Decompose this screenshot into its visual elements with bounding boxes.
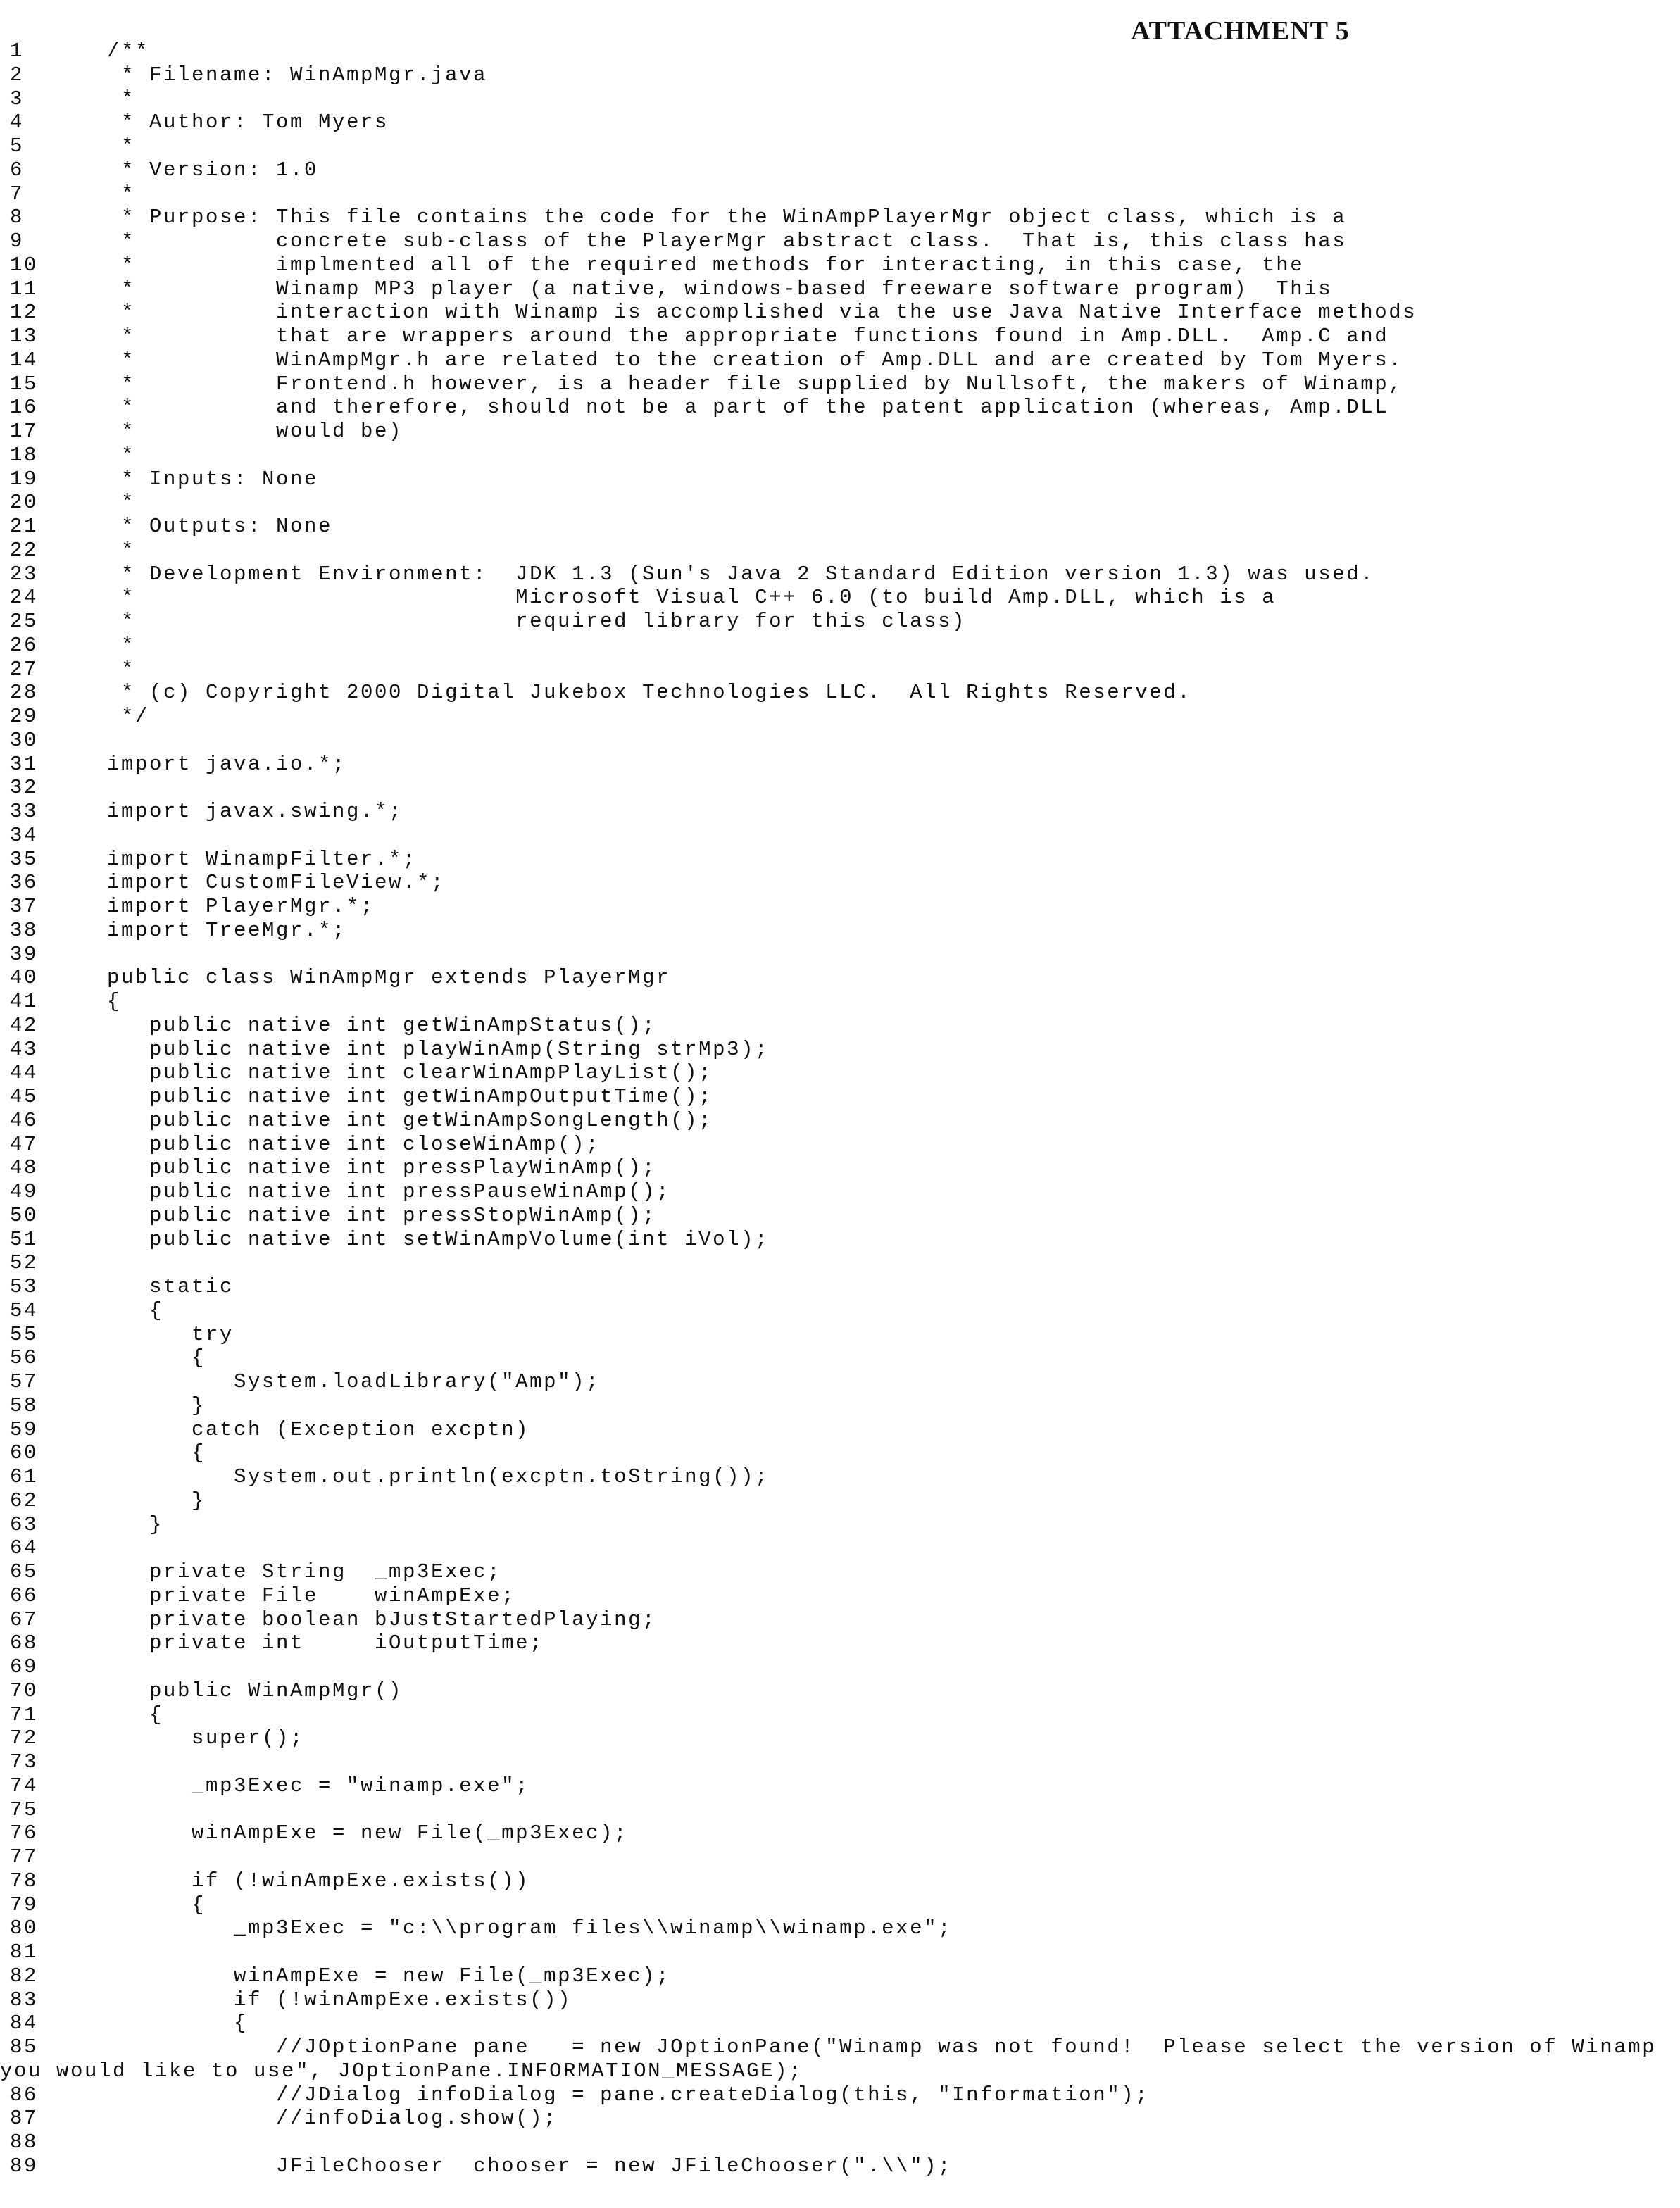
line-text: private File winAmpExe; [107,1584,515,1608]
line-text: //JOptionPane pane = new JOptionPane("Winamp was not found! Please select the version of Winamp [107,2036,1656,2059]
line-number: 26 [10,634,38,658]
code-line [0,1275,1680,1299]
code-line [0,1394,1680,1418]
line-number: 13 [10,325,38,349]
line-number: 9 [10,230,24,253]
line-text: System.loadLibrary("Amp"); [107,1370,600,1394]
line-text: public class WinAmpMgr extends PlayerMgr [107,966,670,990]
line-text: * Winamp MP3 player (a native, windows-based freeware software program) This [107,277,1332,301]
code-line [0,134,1680,158]
code-line [0,634,1680,658]
code-line [0,491,1680,515]
code-line [0,1893,1680,1917]
line-text: /** [107,39,149,63]
code-line [0,1560,1680,1584]
line-number: 46 [10,1109,38,1133]
line-text: import CustomFileView.*; [107,871,445,895]
code-line [0,1133,1680,1157]
line-text: * Outputs: None [107,515,332,539]
line-text: import java.io.*; [107,753,346,777]
line-number: 32 [10,776,38,800]
code-line [0,2107,1680,2131]
code-line [0,919,1680,943]
line-number: 53 [10,1275,38,1299]
line-number: 83 [10,1988,38,2012]
code-line [0,1845,1680,1869]
line-number: 27 [10,658,38,682]
line-text: static [107,1275,234,1299]
code-line [0,1679,1680,1703]
line-text: * Inputs: None [107,468,318,491]
code-line [0,1940,1680,1964]
line-number: 68 [10,1631,38,1655]
line-number: 30 [10,729,38,753]
code-line [0,1299,1680,1323]
code-line [0,966,1680,990]
line-text: winAmpExe = new File(_mp3Exec); [107,1821,628,1845]
code-line [0,182,1680,206]
attachment-label: ATTACHMENT 5 [1131,15,1350,46]
code-line [0,1964,1680,1988]
line-number: 35 [10,848,38,872]
code-line [0,990,1680,1014]
line-text: try [107,1323,234,1347]
line-number: 36 [10,871,38,895]
line-number: 10 [10,253,38,277]
line-text: * [107,87,135,111]
line-text: if (!winAmpExe.exists()) [107,1869,529,1893]
line-number: 61 [10,1465,38,1489]
line-number: 71 [10,1703,38,1727]
line-number: 38 [10,919,38,943]
line-number: 76 [10,1821,38,1845]
line-number: 81 [10,1940,38,1964]
code-line [0,1465,1680,1489]
code-line [0,2036,1680,2059]
line-text: private String _mp3Exec; [107,1560,501,1584]
code-line [0,1774,1680,1798]
line-text: * concrete sub-class of the PlayerMgr abstract class. That is, this class has [107,230,1346,253]
code-line [0,753,1680,777]
line-number: 56 [10,1346,38,1370]
code-line [0,705,1680,729]
code-line [0,2154,1680,2178]
code-line [0,1204,1680,1228]
line-number: 4 [10,111,24,134]
line-text: //JDialog infoDialog = pane.createDialog(this, "Information"); [107,2083,1149,2107]
line-text: * required library for this class) [107,610,966,634]
line-number: 6 [10,158,24,182]
line-text: * Filename: WinAmpMgr.java [107,63,487,87]
code-line [0,1156,1680,1180]
code-line [0,824,1680,848]
code-line [0,658,1680,682]
line-text: * and therefore, should not be a part of the patent application (whereas, Amp.DLL [107,396,1388,420]
line-number: 40 [10,966,38,990]
code-line [0,1251,1680,1275]
line-text: * would be) [107,420,403,444]
line-number: 39 [10,943,38,967]
line-number: 11 [10,277,38,301]
code-line [0,1798,1680,1822]
line-number: 5 [10,134,24,158]
code-line [0,1917,1680,1940]
line-number: 50 [10,1204,38,1228]
line-text: { [107,1346,206,1370]
code-line [0,1109,1680,1133]
code-line [0,1180,1680,1204]
line-number: 66 [10,1584,38,1608]
code-line [0,1726,1680,1750]
line-text: import WinampFilter.*; [107,848,417,872]
code-line [0,1750,1680,1774]
code-line [0,1418,1680,1442]
line-text: System.out.println(excptn.toString()); [107,1465,769,1489]
line-text: * [107,634,135,658]
line-number: 72 [10,1726,38,1750]
code-line [0,253,1680,277]
line-number: 16 [10,396,38,420]
code-line [0,1821,1680,1845]
line-number: 52 [10,1251,38,1275]
line-text: */ [107,705,149,729]
code-line [0,325,1680,349]
code-line [0,539,1680,563]
line-number: 70 [10,1679,38,1703]
code-line [0,39,1680,63]
code-line [0,681,1680,705]
code-line [0,372,1680,396]
line-number: 33 [10,800,38,824]
code-line [0,610,1680,634]
code-line [0,63,1680,87]
line-number: 87 [10,2107,38,2131]
line-text: import TreeMgr.*; [107,919,346,943]
line-text: JFileChooser chooser = new JFileChooser(".\\"); [107,2154,952,2178]
code-line [0,420,1680,444]
line-number: 57 [10,1370,38,1394]
line-number: 54 [10,1299,38,1323]
line-number: 58 [10,1394,38,1418]
line-number: 80 [10,1917,38,1940]
code-line [0,586,1680,610]
line-text: super(); [107,1726,304,1750]
line-number: 15 [10,372,38,396]
line-number: 45 [10,1085,38,1109]
line-text: { [107,990,121,1014]
line-number: 77 [10,1845,38,1869]
code-line [0,871,1680,895]
line-number: 59 [10,1418,38,1442]
line-number: 14 [10,349,38,372]
line-text: * that are wrappers around the appropriate functions found in Amp.DLL. Amp.C and [107,325,1388,349]
code-line [0,444,1680,468]
line-number: 51 [10,1228,38,1252]
line-text: if (!winAmpExe.exists()) [107,1988,572,2012]
code-line [0,943,1680,967]
line-text: private boolean bJustStartedPlaying; [107,1608,656,1632]
code-line [0,1869,1680,1893]
line-number: 21 [10,515,38,539]
line-number: 65 [10,1560,38,1584]
line-number: 75 [10,1798,38,1822]
line-text: * interaction with Winamp is accomplished via the use Java Native Interface methods [107,301,1417,325]
line-number: 48 [10,1156,38,1180]
code-line [0,1655,1680,1679]
code-line [0,1489,1680,1513]
line-number: 2 [10,63,24,87]
line-text: { [107,1893,206,1917]
line-number: 62 [10,1489,38,1513]
code-line [0,515,1680,539]
line-number: 34 [10,824,38,848]
line-number: 79 [10,1893,38,1917]
line-text: public native int getWinAmpOutputTime(); [107,1085,713,1109]
code-line [0,2131,1680,2154]
line-number: 86 [10,2083,38,2107]
code-line [0,563,1680,586]
code-line [0,1631,1680,1655]
code-line [0,1228,1680,1252]
code-line [0,87,1680,111]
line-number: 31 [10,753,38,777]
code-line [0,277,1680,301]
code-line [0,1513,1680,1537]
code-line [0,206,1680,230]
line-number: 12 [10,301,38,325]
code-line [0,895,1680,919]
code-line [0,1085,1680,1109]
line-number: 60 [10,1441,38,1465]
code-line [0,776,1680,800]
line-number: 78 [10,1869,38,1893]
source-code-listing [0,39,1680,2178]
line-text: } [107,1489,206,1513]
line-text: winAmpExe = new File(_mp3Exec); [107,1964,670,1988]
code-line [0,2012,1680,2036]
line-text: public native int pressStopWinAmp(); [107,1204,656,1228]
line-number: 22 [10,539,38,563]
code-line [0,1608,1680,1632]
line-text: } [107,1394,206,1418]
line-text: you would like to use", JOptionPane.INFORMATION_MESSAGE); [0,2059,803,2083]
code-line [0,1370,1680,1394]
line-text: //infoDialog.show(); [107,2107,558,2131]
code-line [0,111,1680,134]
line-text: private int iOutputTime; [107,1631,544,1655]
line-text: public native int closeWinAmp(); [107,1133,600,1157]
line-text: * [107,491,135,515]
code-line [0,1441,1680,1465]
line-text: public native int pressPlayWinAmp(); [107,1156,656,1180]
code-line [0,800,1680,824]
code-line [0,301,1680,325]
line-text: { [107,1441,206,1465]
line-text: { [107,1703,163,1727]
line-text: public native int clearWinAmpPlayList(); [107,1061,713,1085]
line-number: 17 [10,420,38,444]
line-text: public WinAmpMgr() [107,1679,403,1703]
code-line [0,396,1680,420]
code-line [0,1061,1680,1085]
line-text: * [107,182,135,206]
line-text: * WinAmpMgr.h are related to the creation of Amp.DLL and are created by Tom Myers. [107,349,1403,372]
line-number: 25 [10,610,38,634]
code-line [0,468,1680,491]
line-text: * Frontend.h however, is a header file supplied by Nullsoft, the makers of Winamp, [107,372,1403,396]
code-line-wrapped-continuation [0,2059,1680,2083]
line-number: 73 [10,1750,38,1774]
line-text: * Microsoft Visual C++ 6.0 (to build Amp.DLL, which is a [107,586,1276,610]
code-line [0,349,1680,372]
line-number: 29 [10,705,38,729]
line-number: 18 [10,444,38,468]
line-number: 43 [10,1038,38,1062]
line-number: 69 [10,1655,38,1679]
code-line [0,1323,1680,1347]
code-line [0,1038,1680,1062]
code-line [0,1014,1680,1038]
line-text: } [107,1513,163,1537]
line-text: catch (Exception excptn) [107,1418,529,1442]
code-line [0,1584,1680,1608]
line-number: 84 [10,2012,38,2036]
line-text: * (c) Copyright 2000 Digital Jukebox Technologies LLC. All Rights Reserved. [107,681,1191,705]
line-text: public native int getWinAmpSongLength(); [107,1109,713,1133]
line-text: import PlayerMgr.*; [107,895,375,919]
code-line [0,1703,1680,1727]
line-number: 41 [10,990,38,1014]
code-line [0,1988,1680,2012]
line-text: _mp3Exec = "winamp.exe"; [107,1774,529,1798]
line-number: 23 [10,563,38,586]
line-number: 55 [10,1323,38,1347]
line-number: 7 [10,182,24,206]
line-text: * [107,658,135,682]
code-line [0,1346,1680,1370]
line-text: import javax.swing.*; [107,800,403,824]
line-text: { [107,1299,163,1323]
line-number: 89 [10,2154,38,2178]
line-number: 24 [10,586,38,610]
line-number: 44 [10,1061,38,1085]
code-line [0,848,1680,872]
line-number: 49 [10,1180,38,1204]
line-number: 19 [10,468,38,491]
line-text: { [107,2012,248,2036]
line-text: * Development Environment: JDK 1.3 (Sun's Java 2 Standard Edition version 1.3) was used. [107,563,1374,586]
code-line [0,729,1680,753]
line-number: 67 [10,1608,38,1632]
line-text: * Purpose: This file contains the code for the WinAmpPlayerMgr object class, which is a [107,206,1346,230]
line-number: 64 [10,1536,38,1560]
line-text: _mp3Exec = "c:\\program files\\winamp\\winamp.exe"; [107,1917,952,1940]
line-text: * Version: 1.0 [107,158,318,182]
line-number: 37 [10,895,38,919]
line-text: * Author: Tom Myers [107,111,389,134]
line-text: public native int getWinAmpStatus(); [107,1014,656,1038]
code-line [0,2083,1680,2107]
line-number: 42 [10,1014,38,1038]
line-number: 82 [10,1964,38,1988]
line-number: 8 [10,206,24,230]
line-text: public native int setWinAmpVolume(int iVol); [107,1228,769,1252]
line-text: public native int pressPauseWinAmp(); [107,1180,670,1204]
code-line [0,230,1680,253]
line-number: 3 [10,87,24,111]
line-number: 85 [10,2036,38,2059]
line-text: * [107,539,135,563]
line-number: 74 [10,1774,38,1798]
line-text: * [107,444,135,468]
line-number: 20 [10,491,38,515]
code-line [0,158,1680,182]
line-number: 28 [10,681,38,705]
line-number: 47 [10,1133,38,1157]
line-number: 1 [10,39,24,63]
line-number: 88 [10,2131,38,2154]
line-text: * implmented all of the required methods for interacting, in this case, the [107,253,1304,277]
code-line [0,1536,1680,1560]
line-number: 63 [10,1513,38,1537]
line-text: * [107,134,135,158]
line-text: public native int playWinAmp(String strMp3); [107,1038,769,1062]
